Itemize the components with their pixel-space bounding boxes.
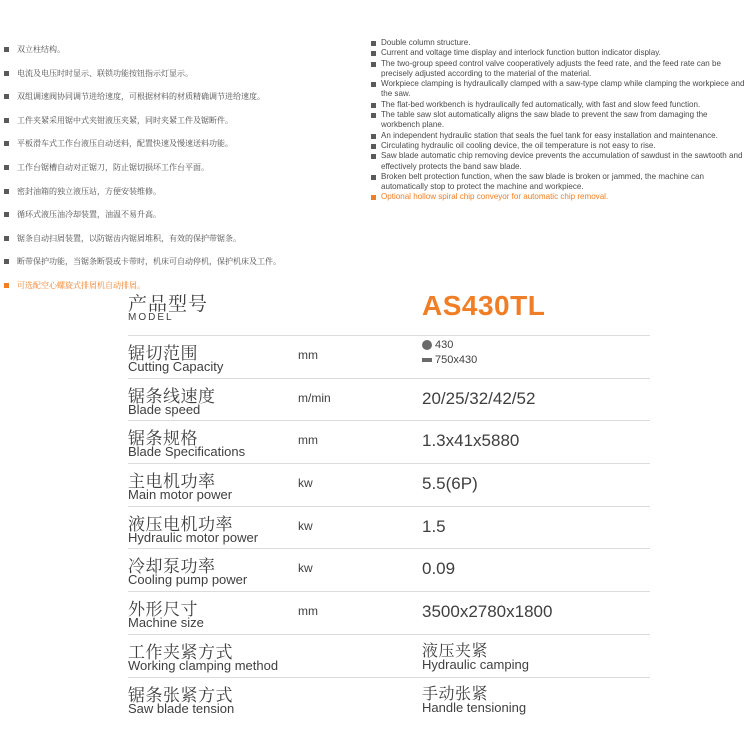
- clamping-label-cn: 工作夹紧方式: [128, 642, 233, 662]
- feature-text: 锯条自动扫屑装置，以防锯齿内锯屑堆积，有效的保护带锯条。: [17, 233, 241, 243]
- spec-row-hydraulic-motor: [128, 507, 650, 550]
- main-motor-label-en: Main motor power: [128, 487, 233, 503]
- cutting-capacity-unit: mm: [298, 348, 318, 362]
- main-motor-unit: kw: [298, 476, 313, 491]
- blade-speed-label-cn: 锯条线速度: [128, 386, 216, 406]
- feature-text: 工作台锯槽自动对正锯刀，防止锯切损坏工作台平面。: [17, 162, 209, 172]
- feature-text: Broken belt protection function, when the saw blade is broken or jammed, the machine can automatically stop to protect the machine and workpiece.: [381, 171, 704, 192]
- feature-item: [371, 110, 747, 131]
- tension-value-en: Handle tensioning: [422, 699, 527, 715]
- bullet-icon: [371, 113, 376, 118]
- blade-speed-unit: m/min: [298, 390, 331, 405]
- cooling-pump-label-en: Cooling pump power: [128, 572, 248, 588]
- model-name: AS430TL: [422, 290, 546, 321]
- feature-item: [4, 156, 360, 180]
- feature-text: Optional hollow spiral chip conveyor for automatic chip removal.: [381, 192, 609, 202]
- cutting-capacity-rect: [422, 354, 477, 366]
- spec-row-cooling-pump: [128, 549, 650, 592]
- main-motor-label-cn: 主电机功率: [128, 472, 216, 492]
- blade-spec-label-en: Blade Specifications: [128, 444, 246, 460]
- blade-speed-label-en: Blade speed: [128, 401, 201, 417]
- clamping-value-en: Hydraulic camping: [422, 656, 529, 672]
- cooling-pump-unit: kw: [298, 561, 313, 576]
- bullet-icon: [4, 236, 9, 241]
- bullet-icon: [4, 212, 9, 217]
- spec-row-tension: [128, 678, 650, 721]
- bullet-icon: [371, 154, 376, 159]
- features-list-chinese: [4, 38, 360, 290]
- feature-text: The table saw slot automatically aligns the saw blade to prevent the saw from damaging the workbench plane.: [381, 110, 708, 130]
- feature-item: [371, 100, 747, 110]
- feature-text: 平板滑车式工作台液压自动送料，配置快速及慢速送料功能。: [17, 139, 233, 149]
- tension-label-en: Saw blade tension: [128, 700, 235, 716]
- blade-spec-unit: mm: [298, 433, 318, 448]
- features-list-english: [371, 38, 747, 290]
- feature-text: Saw blade automatic chip removing device prevents the accumulation of sawdust in the sawtooth and effectively protects the band saw blade.: [381, 151, 743, 171]
- tension-value-cn: 手动张紧: [422, 685, 489, 703]
- feature-text: Current and voltage time display and interlock function button indicator display.: [381, 48, 661, 58]
- feature-text: An independent hydraulic station that seals the fuel tank for easy installation and maintenance.: [381, 130, 718, 140]
- bullet-icon: [371, 62, 376, 67]
- cutting-capacity-round-value: 430: [435, 339, 454, 351]
- blade-spec-value: 1.3x41x5880: [422, 431, 520, 451]
- feature-text: Circulating hydraulic oil cooling device, the oil temperature is not easy to rise.: [381, 140, 656, 150]
- machine-size-label-cn: 外形尺寸: [128, 600, 198, 620]
- feature-text: 密封油箱的独立液压站，方便安装维修。: [17, 186, 161, 196]
- bullet-icon: [4, 165, 9, 170]
- bullet-icon: [371, 175, 376, 180]
- cutting-capacity-label-en: Cutting Capacity: [128, 359, 224, 374]
- feature-item: [4, 227, 360, 251]
- feature-text: The two-group speed control valve cooperatively adjusts the feed rate, and the feed rate can be precisely adjusted according to the material of the material.: [381, 58, 721, 78]
- bullet-icon: [4, 71, 9, 76]
- bullet-icon: [4, 259, 9, 264]
- machine-size-value: 3500x2780x1800: [422, 602, 553, 622]
- feature-text: 可选配空心螺旋式排屑机自动排屑。: [17, 280, 145, 290]
- cooling-pump-value: 0.09: [422, 559, 456, 579]
- bullet-icon: [4, 141, 9, 146]
- feature-text: 断带保护功能，当锯条断裂或卡带时，机床可自动停机，保护机床及工件。: [17, 257, 281, 267]
- spec-row-cutting-capacity: [128, 336, 650, 379]
- feature-item: [371, 79, 747, 100]
- bullet-icon: [4, 283, 9, 288]
- feature-item: [371, 151, 747, 172]
- bullet-icon: [4, 189, 9, 194]
- spec-row-blade-speed: [128, 379, 650, 422]
- model-label-en: MODEL: [128, 312, 174, 323]
- feature-item: [371, 141, 747, 151]
- bullet-icon: [371, 51, 376, 56]
- feature-text: 双立柱结构。: [17, 45, 65, 54]
- blade-spec-label-cn: 锯条规格: [128, 429, 198, 449]
- spec-row-blade-spec: [128, 421, 650, 464]
- tension-label-cn: 锯条张紧方式: [128, 685, 233, 705]
- cooling-pump-label-cn: 冷却泵功率: [128, 557, 216, 577]
- feature-item: [4, 132, 360, 156]
- feature-item: [4, 85, 360, 109]
- bullet-icon: [371, 41, 376, 46]
- bullet-icon: [371, 195, 376, 200]
- spec-row-clamping: [128, 635, 650, 678]
- feature-text: 电流及电压时时显示、联锁功能按钮指示灯显示。: [17, 68, 193, 78]
- bullet-icon: [371, 103, 376, 108]
- feature-item: [4, 180, 360, 204]
- bullet-icon: [4, 118, 9, 123]
- cutting-capacity-round: [422, 339, 453, 351]
- bullet-icon: [371, 82, 376, 87]
- feature-text: Workpiece clamping is hydraulically clamped with a saw-type clamp while clamping the workpiece and the saw.: [381, 79, 745, 99]
- feature-text: 工件夹紧采用锯中式夹钳液压夹紧，同时夹紧工件及锯断件。: [17, 115, 233, 125]
- round-stock-icon: [422, 340, 432, 350]
- feature-item: [4, 62, 360, 86]
- machine-size-label-en: Machine size: [128, 615, 204, 631]
- clamping-label-en: Working clamping method: [128, 657, 279, 673]
- main-motor-value: 5.5(6P): [422, 474, 478, 494]
- feature-item: [4, 109, 360, 133]
- hydraulic-motor-label-cn: 液压电机功率: [128, 514, 233, 534]
- blade-speed-value: 20/25/32/42/52: [422, 388, 536, 408]
- feature-item: [371, 192, 747, 202]
- rectangular-stock-icon: [422, 358, 432, 362]
- spec-table: [128, 288, 650, 720]
- feature-text: Double column structure.: [381, 38, 471, 47]
- cutting-capacity-rect-value: 750x430: [435, 354, 478, 366]
- feature-item: [371, 48, 747, 58]
- feature-item: [371, 131, 747, 141]
- feature-text: 循环式液压油冷却装置，油温不易升高。: [17, 210, 161, 220]
- spec-row-main-motor: [128, 464, 650, 507]
- hydraulic-motor-value: 1.5: [422, 516, 446, 536]
- feature-item: [371, 38, 747, 48]
- clamping-value-cn: 液压夹紧: [422, 642, 489, 660]
- feature-text: 双组调速阀协同调节进给速度，可根据材料的材质精确调节进给速度。: [17, 92, 265, 102]
- hydraulic-motor-unit: kw: [298, 518, 313, 533]
- bullet-icon: [371, 134, 376, 139]
- model-label-cn: 产品型号: [128, 294, 209, 315]
- bullet-icon: [4, 94, 9, 99]
- feature-item: [4, 203, 360, 227]
- machine-size-unit: mm: [298, 604, 318, 619]
- feature-text: The flat-bed workbench is hydraulically fed automatically, with fast and slow feed function.: [381, 99, 701, 109]
- bullet-icon: [4, 47, 9, 52]
- hydraulic-motor-label-en: Hydraulic motor power: [128, 529, 259, 545]
- bullet-icon: [371, 144, 376, 149]
- spec-row-machine-size: [128, 592, 650, 635]
- feature-item: [4, 38, 360, 62]
- cutting-capacity-label-cn: 锯切范围: [128, 344, 198, 363]
- feature-item: [371, 59, 747, 80]
- spec-row-model: [128, 288, 650, 336]
- feature-item: [4, 250, 360, 274]
- feature-item: [371, 172, 747, 193]
